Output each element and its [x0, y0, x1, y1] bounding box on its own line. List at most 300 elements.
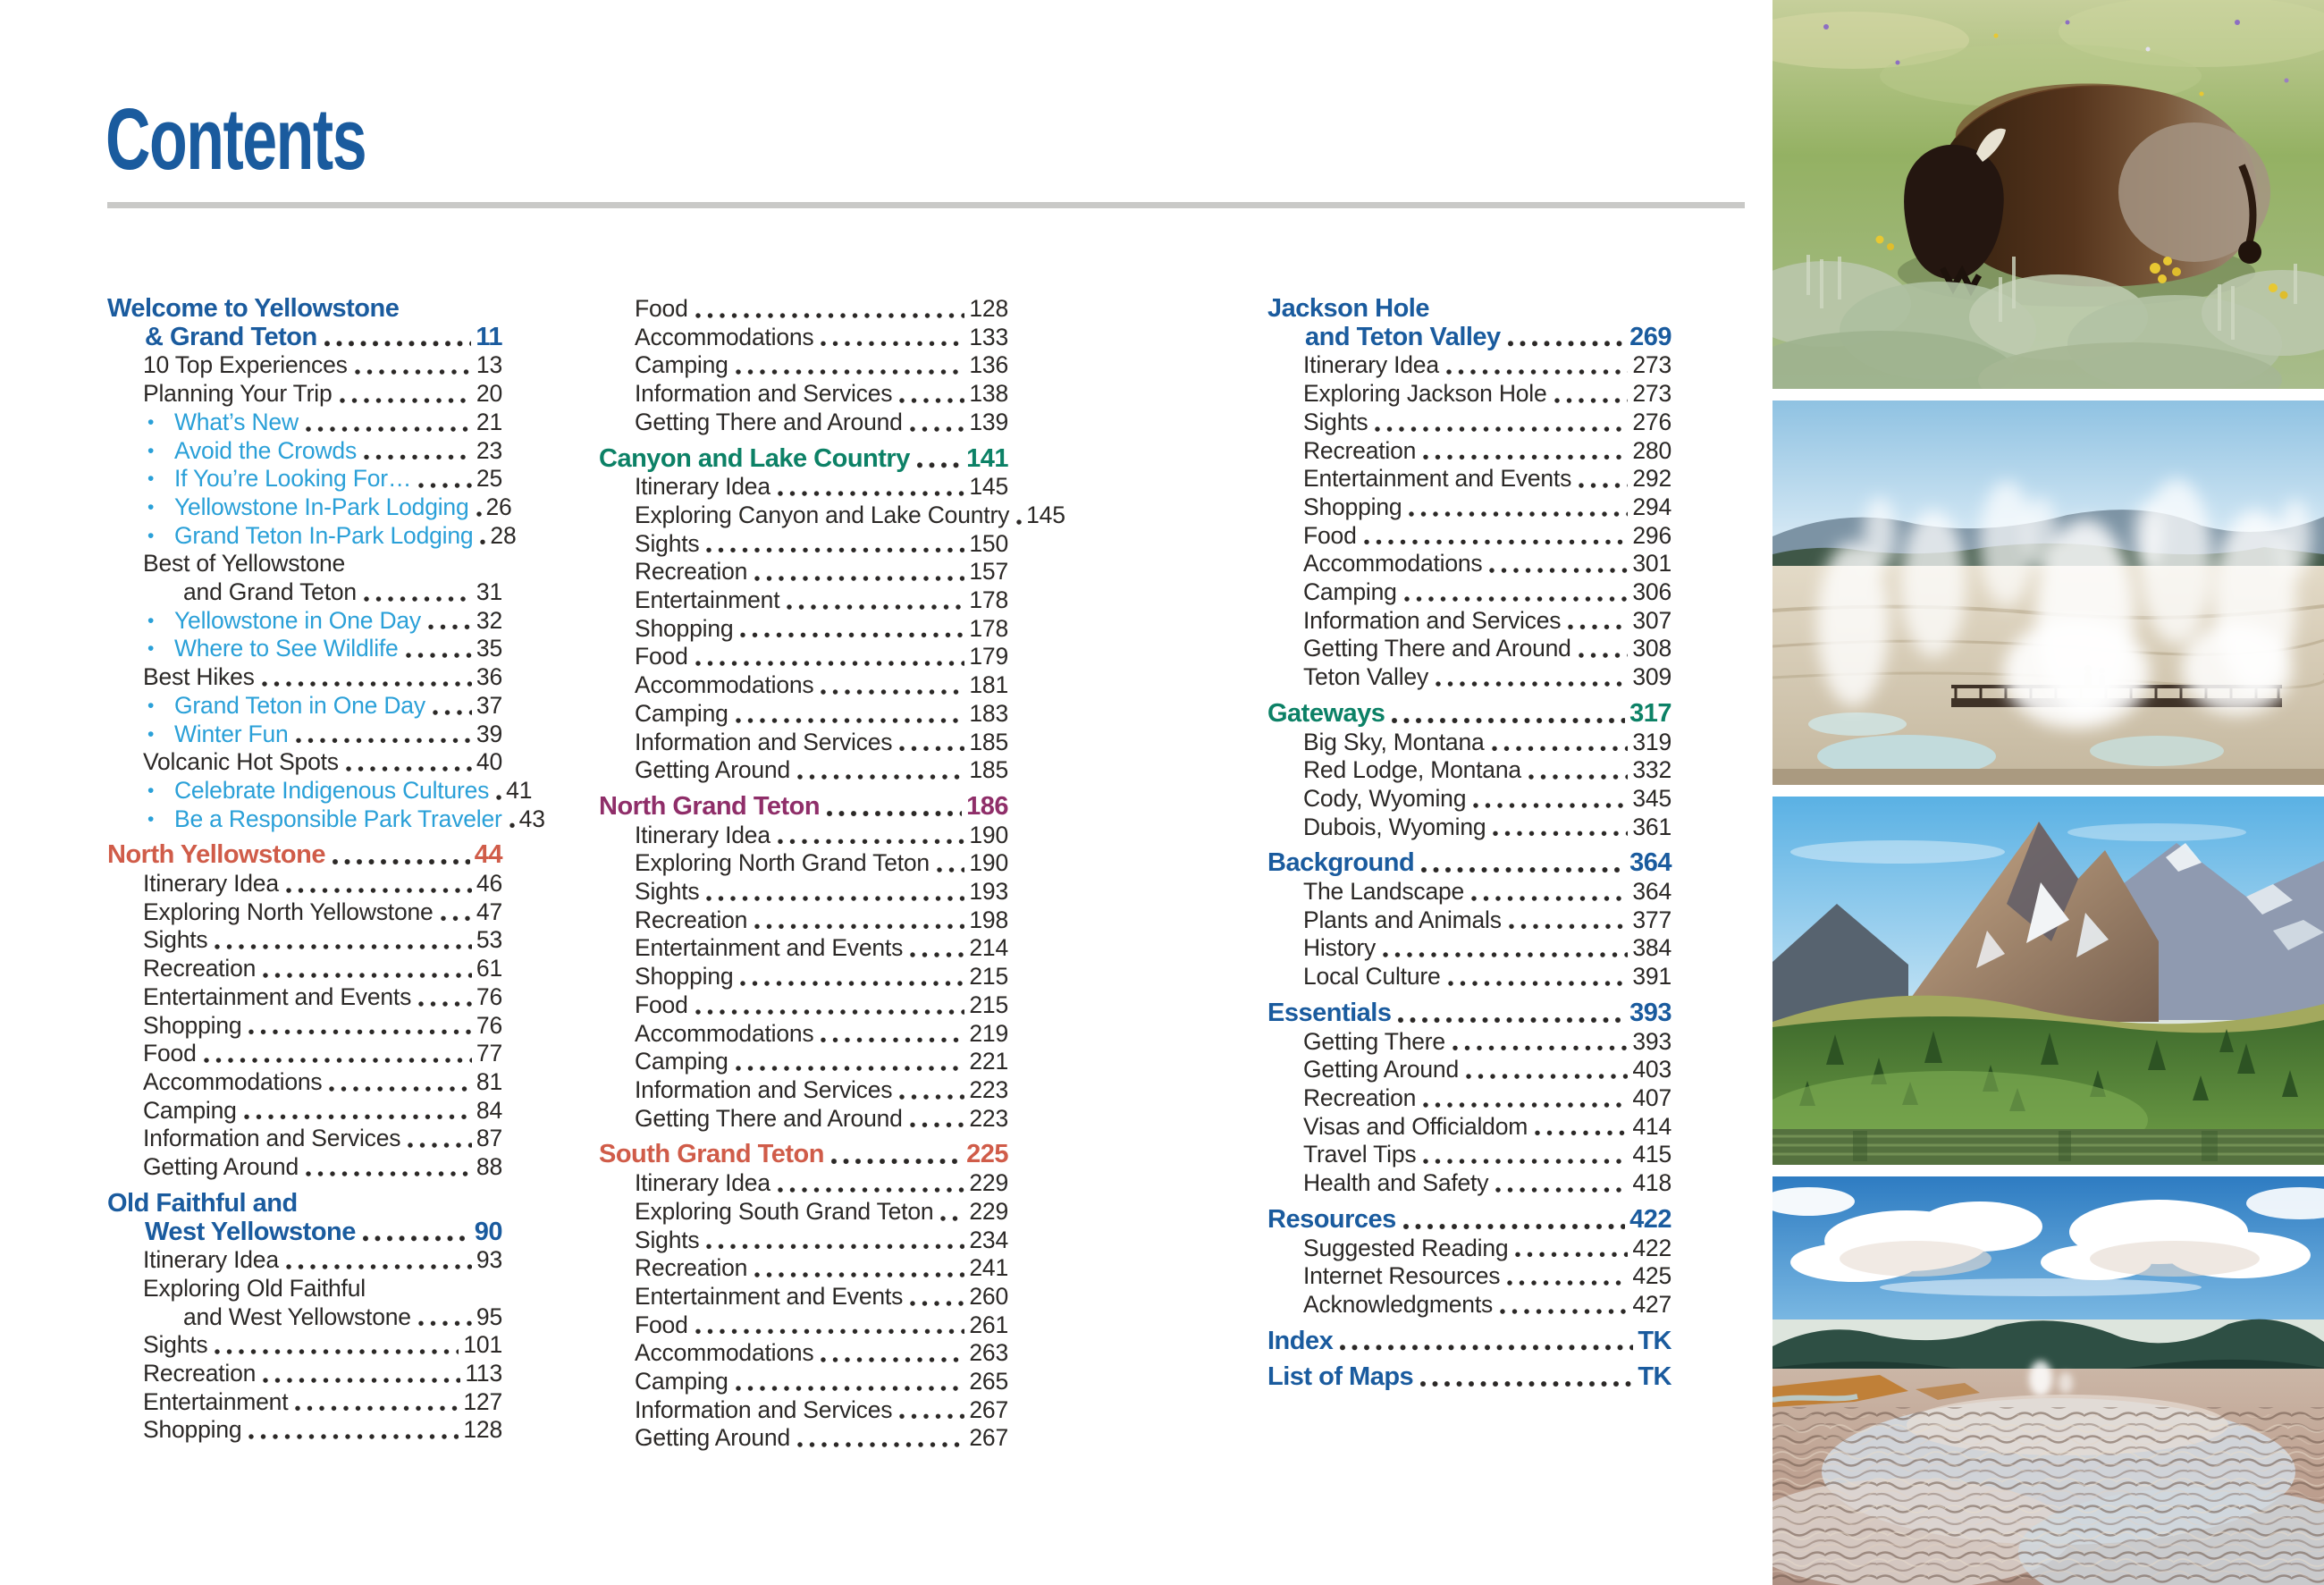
toc-entry [599, 324, 1008, 352]
dot-leader [734, 1048, 965, 1076]
toc-entry [107, 983, 502, 1012]
toc-entry [599, 934, 1008, 963]
toc-entry [107, 1012, 502, 1041]
toc-entry-label: Information and Services [635, 728, 893, 755]
bullet-icon: • [147, 468, 155, 490]
toc-entry-page: 25 [476, 465, 502, 493]
dot-leader [417, 1303, 472, 1332]
dot-leader [406, 1125, 472, 1153]
dot-leader [247, 1416, 459, 1445]
dot-leader [704, 878, 964, 906]
toc-entry-page: 223 [969, 1075, 1008, 1103]
toc-entry-label: Getting There and Around [635, 1104, 903, 1132]
toc-entry-page: 47 [476, 898, 502, 925]
toc-entry-label: Information and Services [635, 380, 893, 408]
page-title: Contents [105, 90, 366, 188]
toc-entry-page: 76 [476, 1011, 502, 1039]
toc-entry-page: 128 [463, 1416, 502, 1444]
toc-entry-page: 13 [476, 351, 502, 379]
toc-entry-label: Food [635, 991, 688, 1018]
dot-leader [1444, 351, 1629, 380]
toc-entry-label: Sights [1303, 408, 1368, 435]
toc-entry [107, 1153, 502, 1182]
toc-entry-page: 414 [1632, 1112, 1671, 1140]
toc-entry-page: 276 [1632, 408, 1671, 435]
toc-section-title: Resources [1267, 1204, 1396, 1234]
toc-entry-label: Camping [143, 1096, 237, 1124]
toc-entry-label: Big Sky, Montana [1303, 728, 1485, 755]
toc-entry [107, 635, 502, 663]
toc-entry-page: 215 [969, 991, 1008, 1018]
bison-meadow-illustration [1772, 0, 2324, 389]
toc-entry-label: Acknowledgments [1303, 1290, 1494, 1318]
dot-leader [1469, 878, 1628, 906]
dot-leader [939, 1198, 964, 1227]
dot-leader [738, 963, 964, 991]
toc-entry-label: Information and Services [635, 1075, 893, 1103]
dot-leader [1553, 380, 1629, 409]
toc-entry-label: Where to See Wildlife [174, 635, 399, 662]
toc-entry [599, 643, 1008, 671]
toc-entry [107, 380, 502, 409]
toc-entry-page: 145 [969, 473, 1008, 501]
toc-entry-page: 229 [969, 1197, 1008, 1225]
toc-entry-page: 185 [969, 728, 1008, 755]
toc-entry-label: Sights [635, 529, 700, 557]
toc-entry-label: Food [635, 1311, 688, 1338]
toc-entry [107, 663, 502, 692]
toc-section [1267, 1363, 1671, 1392]
dot-leader [1490, 729, 1629, 757]
toc-entry-page: 361 [1632, 813, 1671, 840]
toc-entry [1267, 814, 1671, 842]
title-divider [107, 202, 1745, 208]
dot-leader [1494, 1169, 1628, 1198]
toc-entry [107, 955, 502, 983]
toc-entry-label: Itinerary Idea [143, 1246, 279, 1274]
toc-section [1267, 999, 1671, 1198]
dot-leader [704, 1227, 964, 1255]
toc-entry-page: 150 [969, 529, 1008, 557]
toc-entry-label: Camping [635, 1048, 728, 1075]
toc-entry-label: Getting There and Around [635, 408, 903, 435]
toc-section-heading [1267, 1328, 1671, 1356]
toc-entry [599, 756, 1008, 785]
toc-entry-label: Camping [635, 1368, 728, 1395]
toc-entry-label: Food [143, 1040, 197, 1067]
toc-entry-page: 384 [1632, 934, 1671, 962]
toc-entry [599, 615, 1008, 644]
toc-entry-page: 261 [969, 1311, 1008, 1338]
toc-entry-label: Winter Fun [174, 720, 289, 747]
toc-entry-label: Volcanic Hot Spots [143, 748, 339, 776]
dot-leader [908, 934, 964, 963]
dot-leader [734, 700, 965, 729]
toc-entry [599, 822, 1008, 850]
dot-leader [1506, 324, 1625, 352]
toc-entry-label: Itinerary Idea [143, 870, 279, 898]
dot-leader [1533, 1113, 1628, 1142]
toc-entry-label: Dubois, Wyoming [1303, 813, 1486, 840]
toc-entry [1267, 351, 1671, 380]
toc-entry [1267, 934, 1671, 963]
dot-leader [1498, 1291, 1628, 1319]
toc-entry-page: 296 [1632, 521, 1671, 549]
dot-leader [796, 1424, 964, 1453]
toc-section-title: Background [1267, 848, 1415, 878]
toc-entry [107, 1303, 502, 1332]
dot-leader [776, 473, 965, 502]
dot-leader [694, 1311, 965, 1340]
toc-entry [599, 849, 1008, 878]
dot-leader [361, 1218, 470, 1247]
toc-entry-label: Entertainment and Events [635, 934, 904, 962]
toc-entry [107, 493, 512, 522]
toc-entry [1267, 963, 1671, 991]
toc-entry [599, 1396, 1008, 1425]
toc-entry-label: Entertainment and Events [143, 982, 412, 1010]
toc-section-heading [1267, 324, 1671, 352]
toc-entry-page: 40 [476, 748, 502, 776]
toc-section [107, 841, 502, 1181]
toc-entry-label: The Landscape [1303, 878, 1465, 906]
dot-leader [417, 465, 472, 493]
dot-leader [753, 906, 964, 935]
dot-leader [935, 849, 964, 878]
toc-entry-page: 265 [969, 1368, 1008, 1395]
toc-entry [107, 898, 502, 927]
toc-entry-page: 157 [969, 558, 1008, 586]
toc-section [1267, 700, 1671, 842]
toc-entry-page: 234 [969, 1226, 1008, 1253]
toc-entry-page: 422 [1632, 1234, 1671, 1261]
toc-entry-label: Celebrate Indigenous Cultures [174, 776, 490, 804]
toc-entry-label: Exploring South Grand Teton [635, 1197, 934, 1225]
toc-entry-label: Recreation [1303, 436, 1417, 464]
toc-entry-label: Shopping [635, 614, 734, 642]
toc-entry-label: and West Yellowstone [183, 1303, 411, 1330]
toc-entry [107, 692, 502, 721]
toc-entry-page: 214 [969, 934, 1008, 962]
toc-section-heading [599, 445, 1008, 474]
bullet-icon: • [147, 411, 155, 433]
dot-leader [338, 380, 472, 409]
toc-entry [107, 578, 502, 607]
toc-entry-page: 308 [1632, 635, 1671, 662]
toc-entry [599, 906, 1008, 935]
toc-entry [1267, 522, 1671, 551]
dot-leader [508, 805, 515, 834]
toc-entry-label: Entertainment [635, 586, 780, 614]
dot-leader [260, 663, 472, 692]
teton-peak-illustration [1772, 797, 2324, 1165]
toc-entry-label: Shopping [143, 1416, 242, 1444]
dot-leader [897, 1076, 964, 1105]
dot-leader [704, 530, 964, 559]
toc-entry-label: Information and Services [635, 1395, 893, 1423]
toc-section-title: & Grand Teton [145, 322, 317, 351]
toc-entry-label: Shopping [635, 963, 734, 991]
toc-entry-page: 81 [476, 1067, 502, 1095]
toc-section [599, 793, 1008, 1133]
toc-entry-page: 260 [969, 1282, 1008, 1310]
toc-entry [107, 1125, 502, 1153]
dot-leader [417, 983, 472, 1012]
toc-entry-label: Teton Valley [1303, 663, 1428, 691]
toc-entry-page: 294 [1632, 493, 1671, 520]
toc-entry-label: Accommodations [635, 1019, 814, 1047]
toc-entry-page: 36 [476, 663, 502, 691]
dot-leader [1491, 814, 1628, 842]
toc-entry-label: Getting There and Around [1303, 635, 1571, 662]
dot-leader [1390, 700, 1625, 729]
toc-entry-label: Recreation [143, 955, 257, 982]
dot-leader [304, 409, 472, 437]
toc-entry [1267, 1028, 1671, 1057]
toc-entry-page: 393 [1632, 1027, 1671, 1055]
toc-entry [599, 380, 1008, 409]
toc-entry [1267, 1084, 1671, 1113]
toc-entry-page: 133 [969, 323, 1008, 350]
toc-entry-page: 76 [476, 982, 502, 1010]
toc-entry-page: 263 [969, 1339, 1008, 1367]
toc-entry [1267, 756, 1671, 785]
toc-entry [107, 607, 502, 636]
hot-spring-terraces-photo [1772, 1176, 2324, 1585]
toc-entry-label: History [1303, 934, 1377, 962]
dot-leader [284, 1246, 472, 1275]
dot-leader [694, 643, 965, 671]
toc-entry-label: Getting There [1303, 1027, 1445, 1055]
dot-leader [353, 351, 472, 380]
toc-entry [107, 776, 533, 805]
toc-entry [1267, 1169, 1671, 1198]
dot-leader [362, 437, 472, 466]
toc-entry-page: 35 [476, 635, 502, 662]
toc-entry-page: 31 [476, 578, 502, 606]
toc-entry [599, 1020, 1008, 1049]
toc-entry-label: Food [635, 643, 688, 670]
toc-entry [1267, 1113, 1671, 1142]
toc-entry-label: Shopping [143, 1011, 242, 1039]
toc-section-heading [1267, 849, 1671, 878]
toc-entry-page: 391 [1632, 963, 1671, 991]
toc-entry-page: 241 [969, 1254, 1008, 1282]
toc-entry-page: 345 [1632, 784, 1671, 812]
dot-leader [694, 991, 965, 1020]
toc-entry-label: 10 Top Experiences [143, 351, 348, 379]
toc-entry [599, 501, 1065, 530]
toc-entry-label: Camping [635, 699, 728, 727]
toc-entry-page: 377 [1632, 906, 1671, 933]
toc-entry-page: 113 [465, 1360, 502, 1387]
toc-entry-label: Best of Yellowstone [143, 550, 346, 578]
toc-entry-label: Recreation [1303, 1083, 1417, 1111]
toc-entry-page: 88 [476, 1153, 502, 1181]
toc-entry [599, 586, 1008, 615]
toc-entry-label: Getting Around [143, 1153, 299, 1181]
dot-leader [1396, 999, 1625, 1028]
toc-entry-page: 292 [1632, 465, 1671, 493]
dot-leader [1373, 409, 1628, 437]
toc-entry [1267, 1291, 1671, 1319]
toc-entry-page: 181 [969, 671, 1008, 699]
toc-entry [599, 295, 1008, 324]
dot-leader [1362, 522, 1629, 551]
dot-leader [819, 324, 964, 352]
toc-entry [599, 473, 1008, 502]
dot-leader [1421, 1141, 1628, 1169]
toc-section-heading [1267, 1363, 1671, 1392]
toc-entry-label: Accommodations [635, 671, 814, 699]
dot-leader [694, 295, 965, 324]
toc-entry [1267, 465, 1671, 493]
toc-entry [599, 1076, 1008, 1105]
toc-entry-label: Accommodations [635, 1339, 814, 1367]
dot-leader [426, 607, 472, 636]
bullet-icon: • [147, 723, 155, 745]
toc-entry-page: 267 [969, 1424, 1008, 1452]
toc-section [599, 443, 1065, 785]
toc-entry-label: Camping [635, 351, 728, 379]
bullet-icon: • [147, 440, 155, 461]
dot-leader [261, 1360, 460, 1388]
toc-entry-page: 183 [969, 699, 1008, 727]
toc-entry-page: 138 [969, 380, 1008, 408]
toc-entry [1267, 607, 1671, 636]
dot-leader [796, 756, 964, 785]
dot-leader [323, 324, 472, 352]
dot-leader [1507, 906, 1629, 935]
bullet-icon: • [147, 525, 155, 546]
dot-leader [242, 1097, 472, 1126]
toc-entry-label: What’s New [174, 408, 299, 435]
toc-entry [599, 963, 1008, 991]
toc-section-heading [599, 793, 1008, 822]
toc-entry-label: Information and Services [1303, 606, 1562, 634]
dot-leader [261, 955, 472, 983]
toc-entry [107, 1068, 502, 1097]
toc-entry-label: Travel Tips [1303, 1141, 1417, 1168]
dot-leader [753, 558, 964, 586]
dot-leader [1015, 502, 1022, 530]
toc-entry-page: 193 [969, 878, 1008, 906]
toc-entry [1267, 1141, 1671, 1169]
toc-entry-page: 307 [1632, 606, 1671, 634]
toc-entry [107, 465, 502, 493]
toc-entry-page: 39 [476, 720, 502, 747]
toc-entry [599, 878, 1008, 906]
toc-entry-page: 128 [969, 295, 1008, 322]
toc-entry [107, 351, 502, 380]
toc-section-title: North Yellowstone [107, 840, 325, 870]
toc-entry [107, 926, 502, 955]
toc-entry-page: 215 [969, 963, 1008, 991]
toc-entry-page: 20 [476, 380, 502, 408]
toc-entry [107, 1246, 502, 1275]
toc-entry-page: 190 [969, 821, 1008, 848]
toc-entry-page: 95 [476, 1303, 502, 1330]
toc-section-page: 44 [474, 840, 502, 870]
bullet-icon: • [147, 695, 155, 716]
toc-column-2 [599, 295, 1065, 1453]
toc-entry-page: 21 [476, 408, 502, 435]
dot-leader [1419, 849, 1625, 878]
toc-section-title: Jackson Hole [1267, 294, 1429, 323]
toc-entry-page: 26 [485, 493, 512, 520]
toc-entry-label: Avoid the Crowds [174, 436, 357, 464]
toc-entry-label: Itinerary Idea [635, 1169, 770, 1197]
dot-leader [404, 635, 472, 663]
toc-entry [107, 437, 502, 466]
toc-entry [1267, 409, 1671, 437]
toc-entry-label: Camping [1303, 578, 1397, 606]
toc-entry-page: 273 [1632, 380, 1671, 408]
toc-entry [599, 558, 1008, 586]
dot-leader [908, 409, 965, 437]
bullet-icon: • [147, 638, 155, 660]
toc-entry [107, 1416, 502, 1445]
toc-entry-label: Exploring Jackson Hole [1303, 380, 1547, 408]
toc-entry-page: 332 [1632, 756, 1671, 784]
toc-entry [1267, 1056, 1671, 1084]
dot-leader [819, 671, 964, 700]
dot-leader [327, 1068, 471, 1097]
toc-entry-label: Internet Resources [1303, 1262, 1501, 1290]
toc-entry [599, 1339, 1008, 1368]
dot-leader [1451, 1028, 1628, 1057]
dot-leader [825, 793, 962, 822]
toc-entry-label: Recreation [635, 906, 748, 933]
toc-entry-page: 178 [969, 586, 1008, 614]
toc-entry-page: 190 [969, 849, 1008, 877]
toc-entry [599, 1311, 1008, 1340]
toc-entry [599, 1424, 1008, 1453]
toc-entry-page: 185 [969, 756, 1008, 784]
toc-entry-page: 61 [476, 955, 502, 982]
toc-entry-page: 280 [1632, 436, 1671, 464]
toc-entry-page: 221 [969, 1048, 1008, 1075]
bullet-icon: • [147, 780, 155, 801]
toc-entry-label: Food [1303, 521, 1357, 549]
dot-leader [1566, 607, 1628, 636]
toc-entry-label: Exploring Old Faithful [143, 1274, 366, 1302]
toc-entry-page: 43 [518, 805, 545, 832]
toc-section-title: West Yellowstone [145, 1217, 356, 1246]
toc-section-page: 393 [1629, 998, 1671, 1027]
dot-leader [785, 586, 964, 615]
toc-entry [1267, 437, 1671, 466]
toc-entry-label: Best Hikes [143, 663, 255, 691]
toc-entry-label: Sights [143, 926, 208, 954]
toc-section-page: TK [1638, 1326, 1671, 1355]
toc-section [1267, 1206, 1671, 1319]
dot-leader [1381, 934, 1628, 963]
toc-entry [107, 870, 502, 898]
toc-entry-label: Itinerary Idea [1303, 351, 1439, 379]
toc-entry-label: Getting Around [1303, 1056, 1459, 1083]
toc-entry-label: Yellowstone in One Day [174, 606, 421, 634]
toc-entry [1267, 578, 1671, 607]
toc-section-page: 11 [476, 322, 502, 351]
toc-entry [107, 1388, 502, 1417]
toc-section-page: 90 [474, 1217, 502, 1246]
dot-leader [1527, 756, 1628, 785]
dot-leader [908, 1283, 964, 1311]
dot-leader [819, 1339, 964, 1368]
toc-section-page: 141 [966, 443, 1008, 473]
toc-section-heading [599, 1141, 1008, 1169]
